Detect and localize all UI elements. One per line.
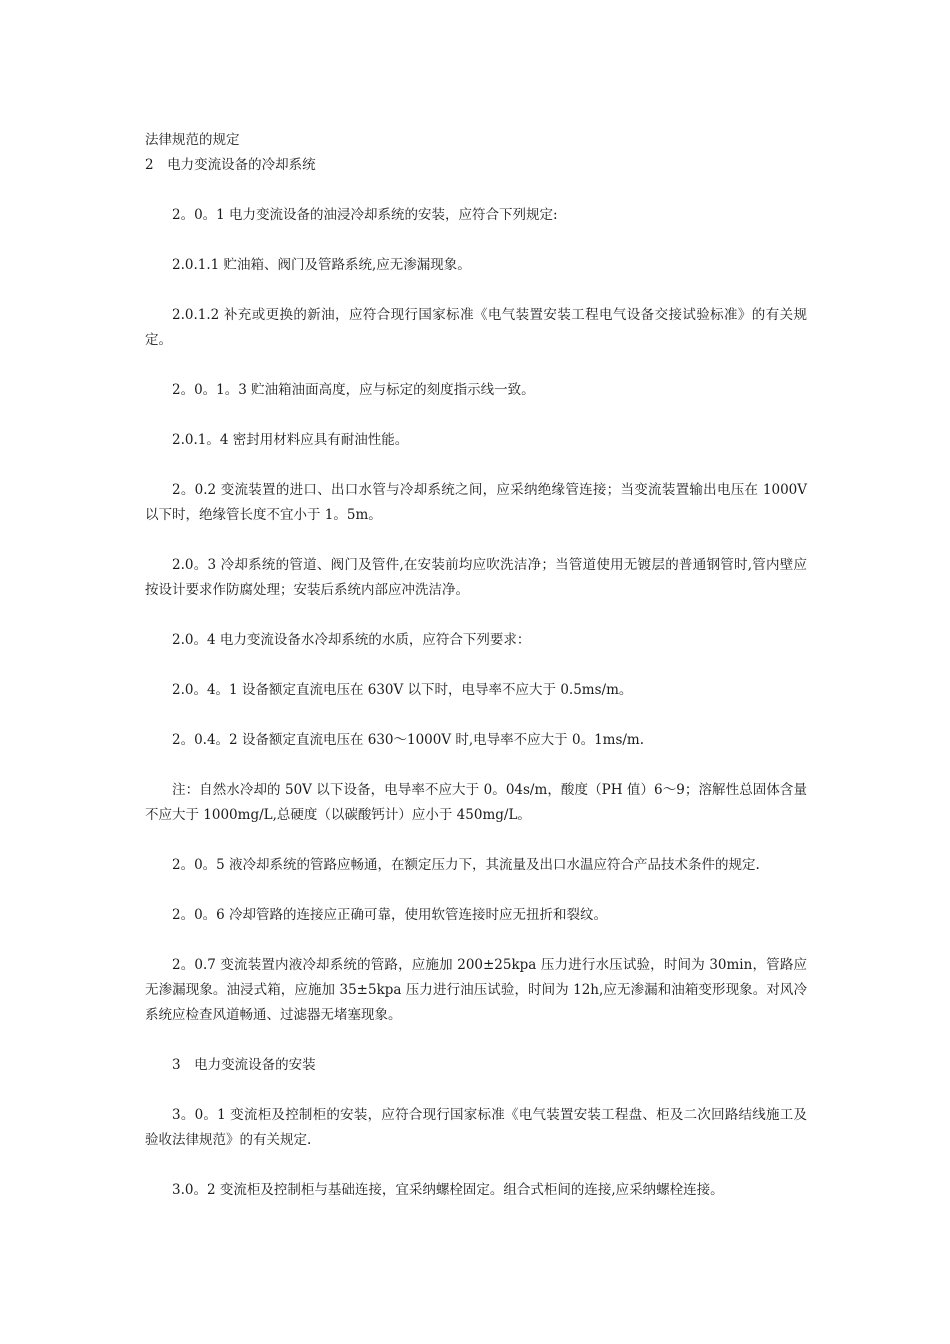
paragraph-2-0-5: 2。0。5 液冷却系统的管路应畅通，在额定压力下，其流量及出口水温应符合产品技术条件的规定. xyxy=(172,857,760,873)
paragraph-2-0-4-1: 2.0。4。1 设备额定直流电压在 630V 以下时，电导率不应大于 0.5ms/m。 xyxy=(172,682,633,698)
paragraph-2-0-1: 2。0。1 电力变流设备的油浸冷却系统的安装，应符合下列规定: xyxy=(172,207,558,223)
paragraph-3-0-1: 3。0。1 变流柜及控制柜的安装，应符合现行国家标准《电气装置安装工程盘、柜及二次回路结线施工及验收法律规范》的有关规定. xyxy=(145,1107,807,1148)
paragraph-3-0-2: 3.0。2 变流柜及控制柜与基础连接，宜采纳螺栓固定。组合式柜间的连接,应采纳螺栓连接。 xyxy=(172,1182,724,1198)
spacer xyxy=(145,178,807,203)
paragraph-2-0-6: 2。0。6 冷却管路的连接应正确可靠，使用软管连接时应无扭折和裂纹。 xyxy=(172,907,608,923)
document-body xyxy=(145,128,807,1228)
paragraph-2-0-4: 2.0。4 电力变流设备水冷却系统的水质，应符合下列要求： xyxy=(172,632,531,648)
paragraph-2-0-4-2: 2。0.4。2 设备额定直流电压在 630～1000V 时,电导率不应大于 0。1ms/m. xyxy=(172,732,645,748)
document-title: 法律规范的规定 xyxy=(145,132,240,148)
paragraph-note: 注：自然水冷却的 50V 以下设备，电导率不应大于 0。04s/m，酸度（PH 值）6～9；溶解性总固体含量不应大于 1000mg/L,总硬度（以碳酸钙计）应小于 450mg/L。 xyxy=(145,782,807,823)
paragraph-2-0-3: 2.0。3 冷却系统的管道、阀门及管件,在安装前均应吹洗洁净；当管道使用无镀层的普通钢管时,管内壁应按设计要求作防腐处理；安装后系统内部应冲洗洁净。 xyxy=(145,557,807,598)
section-2-heading: 2 电力变流设备的冷却系统 xyxy=(145,157,316,173)
paragraph-2-0-1-3: 2。0。1。3 贮油箱油面高度，应与标定的刻度指示线一致。 xyxy=(172,382,535,398)
paragraph-2-0-1-1: 2.0.1.1 贮油箱、阀门及管路系统,应无渗漏现象。 xyxy=(172,257,471,273)
section-3-heading: 3 电力变流设备的安装 xyxy=(172,1057,316,1073)
paragraph-2-0-1-2: 2.0.1.2 补充或更换的新油，应符合现行国家标准《电气装置安装工程电气设备交接试验标准》的有关规定。 xyxy=(145,307,807,348)
paragraph-2-0-1-4: 2.0.1。4 密封用材料应具有耐油性能。 xyxy=(172,432,409,448)
paragraph-2-0-2: 2。0.2 变流装置的进口、出口水管与冷却系统之间，应采纳绝缘管连接；当变流装置输出电压在 1000V 以下时，绝缘管长度不宜小于 1。5m。 xyxy=(145,482,807,523)
paragraph-2-0-7: 2。0.7 变流装置内液冷却系统的管路，应施加 200±25kpa 压力进行水压试验，时间为 30min，管路应无渗漏现象。油浸式箱，应施加 35±5kpa 压力进行油压试验，时间为 12h,应无渗漏和油箱变形现象。对风冷系统应检查风道畅通、过滤器无堵塞现象。 xyxy=(145,957,807,1023)
